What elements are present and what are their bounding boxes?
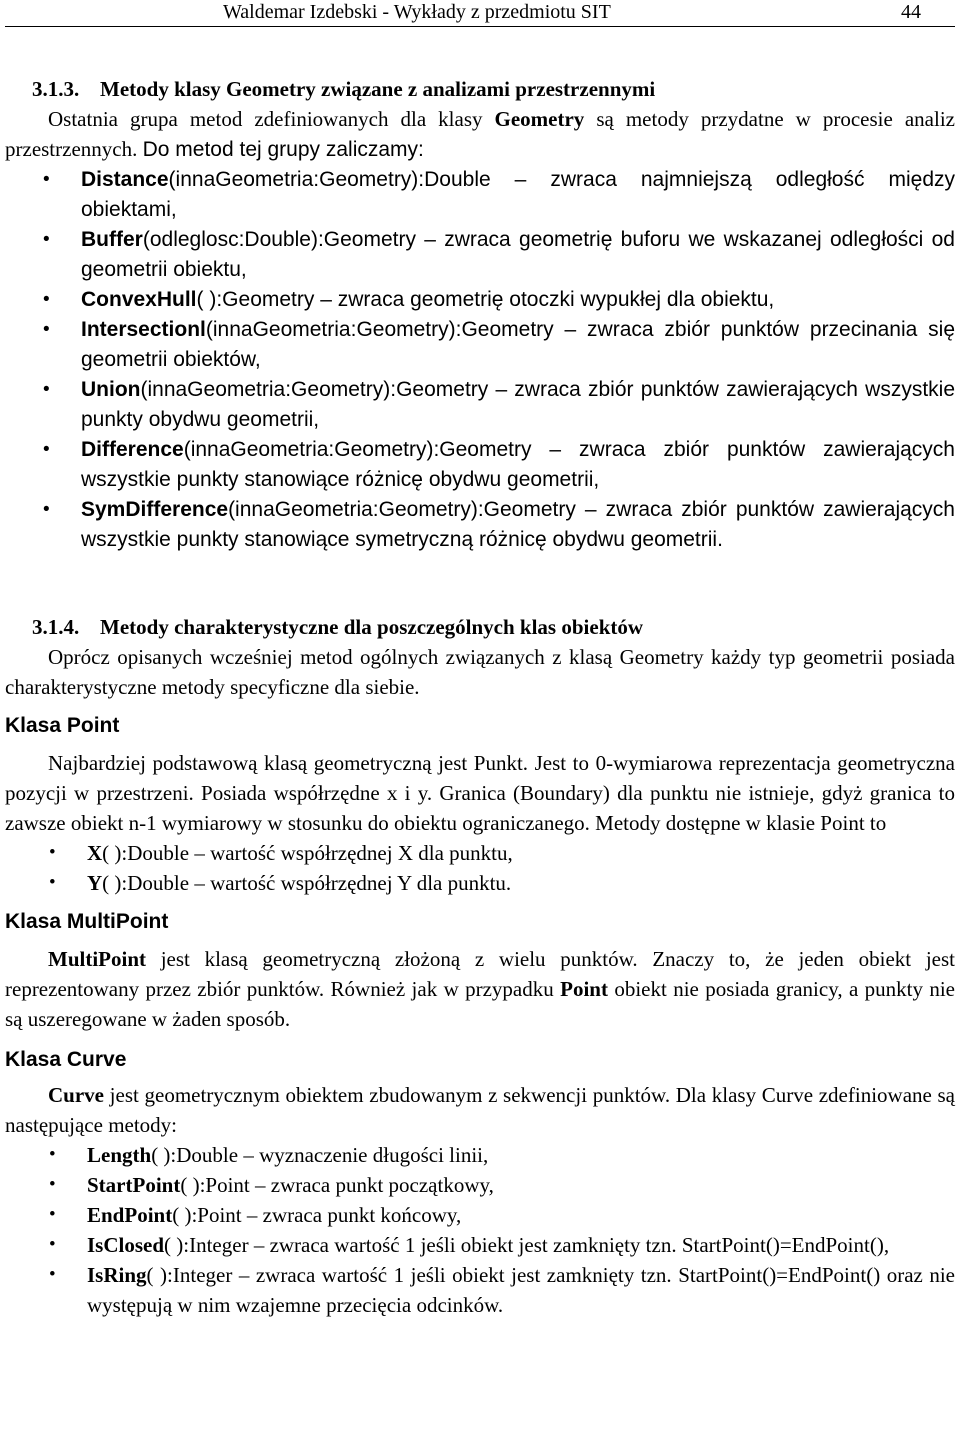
class-heading-curve: Klasa Curve <box>5 1048 127 1071</box>
method-description: ( ):Double – wartość współrzędnej Y dla punktu. <box>102 871 512 895</box>
list-item <box>5 165 955 225</box>
text: obiekt nie posiada granicy, a punkty nie są uszeregowane w żaden sposób. <box>5 977 955 1031</box>
list-item <box>5 1170 955 1200</box>
list-item <box>5 1230 955 1260</box>
text: Ostatnia grupa metod zdefiniowanych dla klasy <box>48 107 495 131</box>
section-number: 3.1.3. <box>32 77 80 101</box>
paragraph: Oprócz opisanych wcześniej metod ogólnych związanych z klasą Geometry każdy typ geometrii posiada charakterystyczne metody specyficzne dla siebie. <box>5 645 955 699</box>
method-description: ( ):Integer – zwraca wartość 1 jeśli obiekt jest zamknięty tzn. StartPoint()=EndPoint(), <box>164 1233 890 1257</box>
method-description: (innaGeometria:Geometry):Geometry – zwraca zbiór punktów przecinania się geometrii obiektów, <box>81 318 955 371</box>
text: Do metod tej grupy zaliczamy: <box>142 138 424 161</box>
emphasis: Curve <box>48 1083 104 1107</box>
method-name: IsClosed <box>87 1233 165 1257</box>
method-name: IsRing <box>87 1263 147 1287</box>
document-page <box>5 0 955 1320</box>
list-item <box>5 838 955 868</box>
list-item <box>5 285 955 315</box>
method-list-point <box>5 838 955 898</box>
class-heading-point: Klasa Point <box>5 714 120 737</box>
section-title: Metody charakterystyczne dla poszczególnych klas obiektów <box>100 615 644 639</box>
emphasis: Point <box>560 977 608 1001</box>
page-number: 44 <box>901 1 921 23</box>
page-header <box>5 0 955 27</box>
text: są metody przydatne w procesie analiz przestrzennych. <box>5 107 955 161</box>
list-item <box>5 1260 955 1320</box>
method-description: (innaGeometria:Geometry):Geometry – zwraca zbiór punktów zawierających wszystkie punkty stanowiące różnicę obydwu geometrii, <box>81 438 955 491</box>
method-name: Difference <box>81 438 184 461</box>
paragraph <box>5 1080 955 1140</box>
method-description: ( ):Point – zwraca punkt początkowy, <box>180 1173 494 1197</box>
method-description: ( ):Point – zwraca punkt końcowy, <box>172 1203 462 1227</box>
paragraph: Najbardziej podstawową klasą geometryczną jest Punkt. Jest to 0-wymiarowa reprezentacja geometryczna pozycji w przestrzeni. Posiada współrzędne x i y. Granica (Boundary) dla punktu nie istnieje, gdyż granica to zawsze obiekt n-1 wymiarowy w stosunku do obiektu ograniczanego. Metody dostępne w klasie Point to <box>5 751 955 835</box>
list-item <box>5 315 955 375</box>
method-description: (innaGeometria:Geometry):Geometry – zwraca zbiór punktów zawierających wszystkie punkty stanowiące symetryczną różnicę obydwu geometrii. <box>81 498 955 551</box>
method-name: X <box>87 841 103 865</box>
section-number: 3.1.4. <box>32 615 80 639</box>
method-name: Length <box>87 1143 152 1167</box>
method-name: Buffer <box>81 228 143 251</box>
paragraph <box>5 104 955 165</box>
method-name: SymDifference <box>81 498 229 521</box>
list-item <box>5 868 955 898</box>
text: jest geometrycznym obiektem zbudowanym z sekwencji punktów. Dla klasy Curve zdefiniowane są następujące metody: <box>5 1083 955 1137</box>
method-name: Intersectionl <box>81 318 206 341</box>
method-name: EndPoint <box>87 1203 173 1227</box>
list-item <box>5 375 955 435</box>
method-description: (odleglosc:Double):Geometry – zwraca geometrię buforu we wskazanej odległości od geometrii obiektu, <box>81 228 955 281</box>
method-description: (innaGeometria:Geometry):Double – zwraca najmniejszą odległość między obiektami, <box>81 168 955 221</box>
method-description: ( ):Double – wartość współrzędnej X dla punktu, <box>102 841 513 865</box>
section-heading-313 <box>5 74 955 104</box>
section-heading-314 <box>5 612 955 642</box>
method-list-geometry <box>5 165 955 555</box>
paragraph <box>5 944 955 1034</box>
method-name: Union <box>81 378 141 401</box>
class-heading-multipoint: Klasa MultiPoint <box>5 910 169 933</box>
method-description: ( ):Geometry – zwraca geometrię otoczki wypukłej dla obiektu, <box>196 288 775 311</box>
header-title: Waldemar Izdebski - Wykłady z przedmiotu SIT <box>223 1 611 23</box>
method-name: Y <box>87 871 103 895</box>
list-item <box>5 495 955 555</box>
method-name: StartPoint <box>87 1173 181 1197</box>
emphasis: MultiPoint <box>48 947 146 971</box>
list-item <box>5 1140 955 1170</box>
section-title: Metody klasy Geometry związane z analizami przestrzennymi <box>100 77 656 101</box>
list-item <box>5 1200 955 1230</box>
list-item <box>5 435 955 495</box>
method-description: ( ):Integer – zwraca wartość 1 jeśli obiekt jest zamknięty tzn. StartPoint()=EndPoint() oraz nie występują w nim wzajemne przecięcia odcinków. <box>87 1263 955 1317</box>
list-item <box>5 225 955 285</box>
emphasis: Geometry <box>494 107 585 131</box>
method-description: ( ):Double – wyznaczenie długości linii, <box>151 1143 489 1167</box>
method-name: ConvexHull <box>81 288 197 311</box>
text: jest klasą geometryczną złożoną z wielu punktów. Znaczy to, że jeden obiekt jest reprezentowany przez zbiór punktów. Również jak w przypadku <box>5 947 955 1001</box>
method-description: (innaGeometria:Geometry):Geometry – zwraca zbiór punktów zawierających wszystkie punkty obydwu geometrii, <box>81 378 955 431</box>
method-name: Distance <box>81 168 169 191</box>
method-list-curve <box>5 1140 955 1320</box>
